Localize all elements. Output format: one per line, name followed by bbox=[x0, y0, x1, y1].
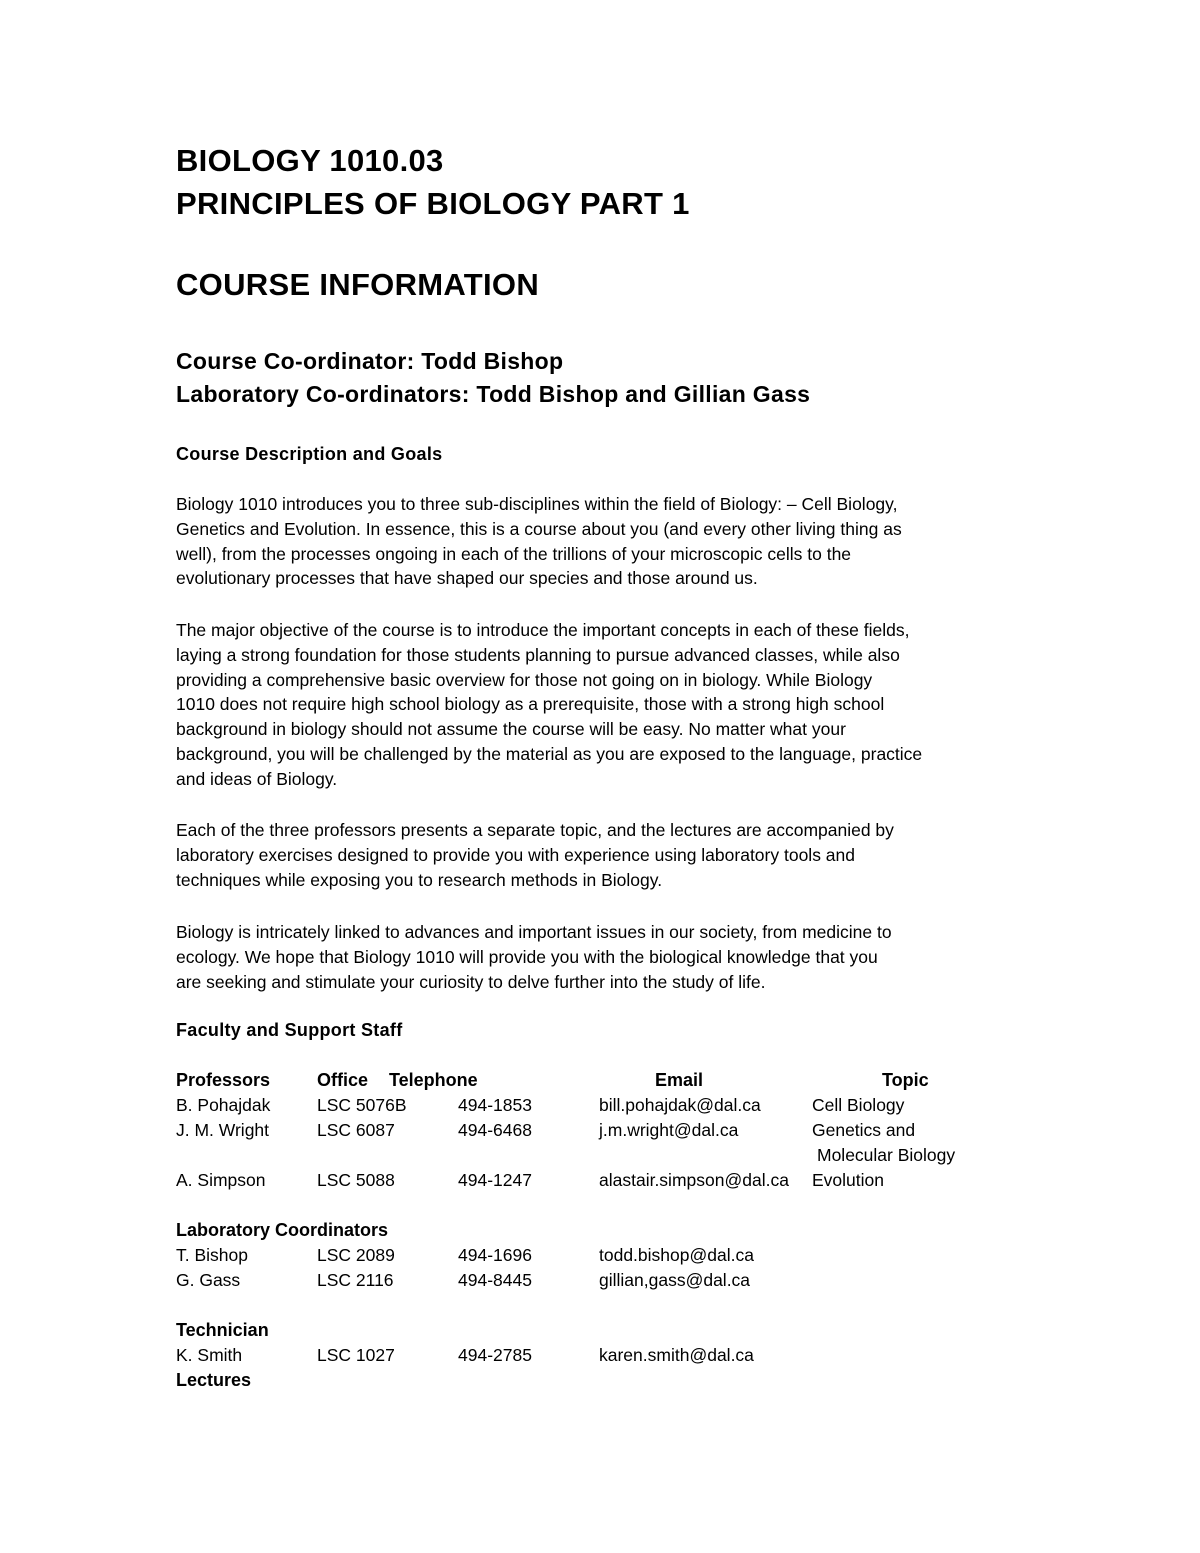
staff-name: G. Gass bbox=[176, 1270, 241, 1290]
paragraph-line: laboratory exercises designed to provide you with experience using laboratory tools and bbox=[176, 844, 856, 865]
staff-email: j.m.wright@dal.ca bbox=[599, 1120, 739, 1140]
staff-name: T. Bishop bbox=[176, 1245, 248, 1265]
staff-phone: 494-2785 bbox=[458, 1345, 532, 1365]
column-header-professors: Professors bbox=[176, 1070, 271, 1090]
description-paragraph bbox=[176, 618, 1036, 792]
staff-topic: Genetics and bbox=[812, 1120, 916, 1140]
paragraph-line: well), from the processes ongoing in each of the trillions of your microscopic cells to the bbox=[176, 543, 852, 564]
course-title: PRINCIPLES OF BIOLOGY PART 1 bbox=[176, 186, 690, 221]
paragraph-line: laying a strong foundation for those students planning to pursue advanced classes, while also bbox=[176, 644, 900, 665]
staff-phone: 494-1247 bbox=[458, 1170, 532, 1190]
paragraph-line: background, you will be challenged by the material as you are exposed to the language, practice bbox=[176, 743, 923, 764]
staff-email: bill.pohajdak@dal.ca bbox=[599, 1095, 761, 1115]
column-header-topic: Topic bbox=[882, 1070, 929, 1090]
column-header-email: Email bbox=[655, 1070, 704, 1090]
section-heading-staff: Faculty and Support Staff bbox=[176, 1020, 403, 1040]
section-heading-lab-coordinators: Laboratory Coordinators bbox=[176, 1220, 389, 1240]
staff-office: LSC 2116 bbox=[317, 1270, 394, 1290]
staff-office: LSC 5076B bbox=[317, 1095, 407, 1115]
staff-office: LSC 5088 bbox=[317, 1170, 395, 1190]
staff-email: gillian,gass@dal.ca bbox=[599, 1270, 751, 1290]
paragraph-line: Biology is intricately linked to advances and important issues in our society, from medicine to bbox=[176, 922, 892, 942]
paragraph-line: Each of the three professors presents a separate topic, and the lectures are accompanied by bbox=[176, 820, 894, 840]
laboratory-coordinators: Laboratory Co-ordinators: Todd Bishop and Gillian Gass bbox=[176, 381, 811, 407]
paragraph-line: are seeking and stimulate your curiosity to delve further into the study of life. bbox=[176, 971, 766, 992]
paragraph-line: providing a comprehensive basic overview for those not going on in biology. While Biology bbox=[176, 669, 873, 690]
paragraph-line: The major objective of the course is to introduce the important concepts in each of these fields, bbox=[176, 620, 910, 640]
staff-email: alastair.simpson@dal.ca bbox=[599, 1170, 789, 1190]
section-heading-description: Course Description and Goals bbox=[176, 444, 443, 464]
staff-name: K. Smith bbox=[176, 1345, 243, 1365]
paragraph-line: background in biology should not assume the course will be easy. No matter what your bbox=[176, 719, 846, 740]
description-paragraph bbox=[176, 818, 1036, 892]
paragraph-line: and ideas of Biology. bbox=[176, 768, 338, 789]
staff-office: LSC 6087 bbox=[317, 1120, 395, 1140]
paragraph-line: 1010 does not require high school biology as a prerequisite, those with a strong high school bbox=[176, 694, 885, 715]
staff-name: J. M. Wright bbox=[176, 1120, 270, 1140]
paragraph-line: ecology. We hope that Biology 1010 will provide you with the biological knowledge that you bbox=[176, 946, 878, 967]
staff-email: todd.bishop@dal.ca bbox=[599, 1245, 754, 1265]
staff-topic-continued: Molecular Biology bbox=[817, 1145, 956, 1165]
staff-office: LSC 1027 bbox=[317, 1345, 395, 1365]
staff-phone: 494-1696 bbox=[458, 1245, 532, 1265]
section-heading-lectures: Lectures bbox=[176, 1370, 252, 1390]
description-paragraph bbox=[176, 920, 1036, 994]
staff-name: A. Simpson bbox=[176, 1170, 266, 1190]
column-header-office: Office bbox=[317, 1070, 369, 1090]
staff-email: karen.smith@dal.ca bbox=[599, 1345, 754, 1365]
staff-office: LSC 2089 bbox=[317, 1245, 395, 1265]
staff-topic: Evolution bbox=[812, 1170, 884, 1190]
paragraph-line: Biology 1010 introduces you to three sub-disciplines within the field of Biology: – Cell Biology, bbox=[176, 494, 898, 514]
staff-phone: 494-6468 bbox=[458, 1120, 532, 1140]
course-coordinator: Course Co-ordinator: Todd Bishop bbox=[176, 348, 564, 374]
staff-topic: Cell Biology bbox=[812, 1095, 905, 1115]
paragraph-line: Genetics and Evolution. In essence, this is a course about you (and every other living thing as bbox=[176, 518, 902, 539]
staff-name: B. Pohajdak bbox=[176, 1095, 271, 1115]
staff-phone: 494-8445 bbox=[458, 1270, 532, 1290]
description-paragraph bbox=[176, 492, 1036, 591]
paragraph-line: techniques while exposing you to research methods in Biology. bbox=[176, 869, 663, 890]
staff-phone: 494-1853 bbox=[458, 1095, 532, 1115]
section-heading-technician: Technician bbox=[176, 1320, 269, 1340]
document-heading: COURSE INFORMATION bbox=[176, 267, 540, 302]
paragraph-line: evolutionary processes that have shaped our species and those around us. bbox=[176, 568, 758, 589]
course-code: BIOLOGY 1010.03 bbox=[176, 143, 444, 178]
column-header-telephone: Telephone bbox=[389, 1070, 478, 1090]
